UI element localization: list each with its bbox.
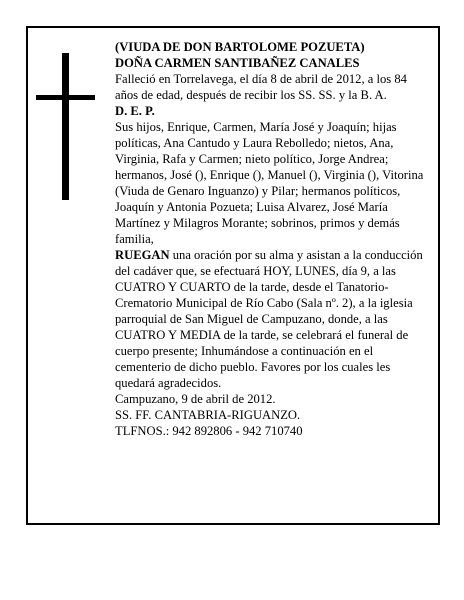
obituary-notice: [26, 26, 440, 525]
ruegan-paragraph: [115, 247, 431, 391]
death-info: Falleció en Torrelavega, el día 8 de abril de 2012, a los 84 años de edad, después de recibir los SS. SS. y la B. A.: [115, 72, 407, 102]
funeral-home: SS. FF. CANTABRIA-RIGUANZO.: [115, 408, 301, 422]
cross-icon: [36, 53, 95, 200]
obituary-text: [115, 39, 431, 439]
ruegan-lead: RUEGAN: [115, 248, 170, 262]
ruegan-body: una oración por su alma y asistan a la conducción del cadáver que, se efectuará HOY, LUNES, día 9, a las CUATRO Y CUARTO de la tarde, desde el Tanatorio-Crematorio Municipal de Río Cabo (Sala nº. 2), a la iglesia parroquial de San Miguel de Campuzano, donde, a las CUATRO Y MEDIA de la tarde, se celebrará el funeral de cuerpo presente; Inhumándose a continuación en el cementerio de dicho pueblo. Favores por los cuales les quedará agradecidos.: [115, 248, 423, 390]
deceased-name: DOÑA CARMEN SANTIBAÑEZ CANALES: [115, 56, 360, 70]
widow-line: (VIUDA DE DON BARTOLOME POZUETA): [115, 40, 365, 54]
cross-horizontal-bar: [36, 95, 95, 100]
family-list: Sus hijos, Enrique, Carmen, María José y Joaquín; hijas políticas, Ana Cantudo y Laura Rebolledo; nietos, Ana, Virginia, Rafa y Carmen; nieto político, Jorge Andrea; hermanos, José (), Enrique (), Manuel (), Virginia (), Vitorina (Viuda de Genaro Inguanzo) y Pilar; hermanos políticos, Joaquín y Antonia Pozueta; Luisa Alvarez, José María Martínez y Milagros Morante; sobrinos, primos y demás familia,: [115, 120, 424, 246]
cross-vertical-bar: [62, 53, 69, 200]
phone-numbers: TLFNOS.: 942 892806 - 942 710740: [115, 424, 303, 438]
place-date: Campuzano, 9 de abril de 2012.: [115, 392, 276, 406]
dep-line: D. E. P.: [115, 104, 155, 118]
